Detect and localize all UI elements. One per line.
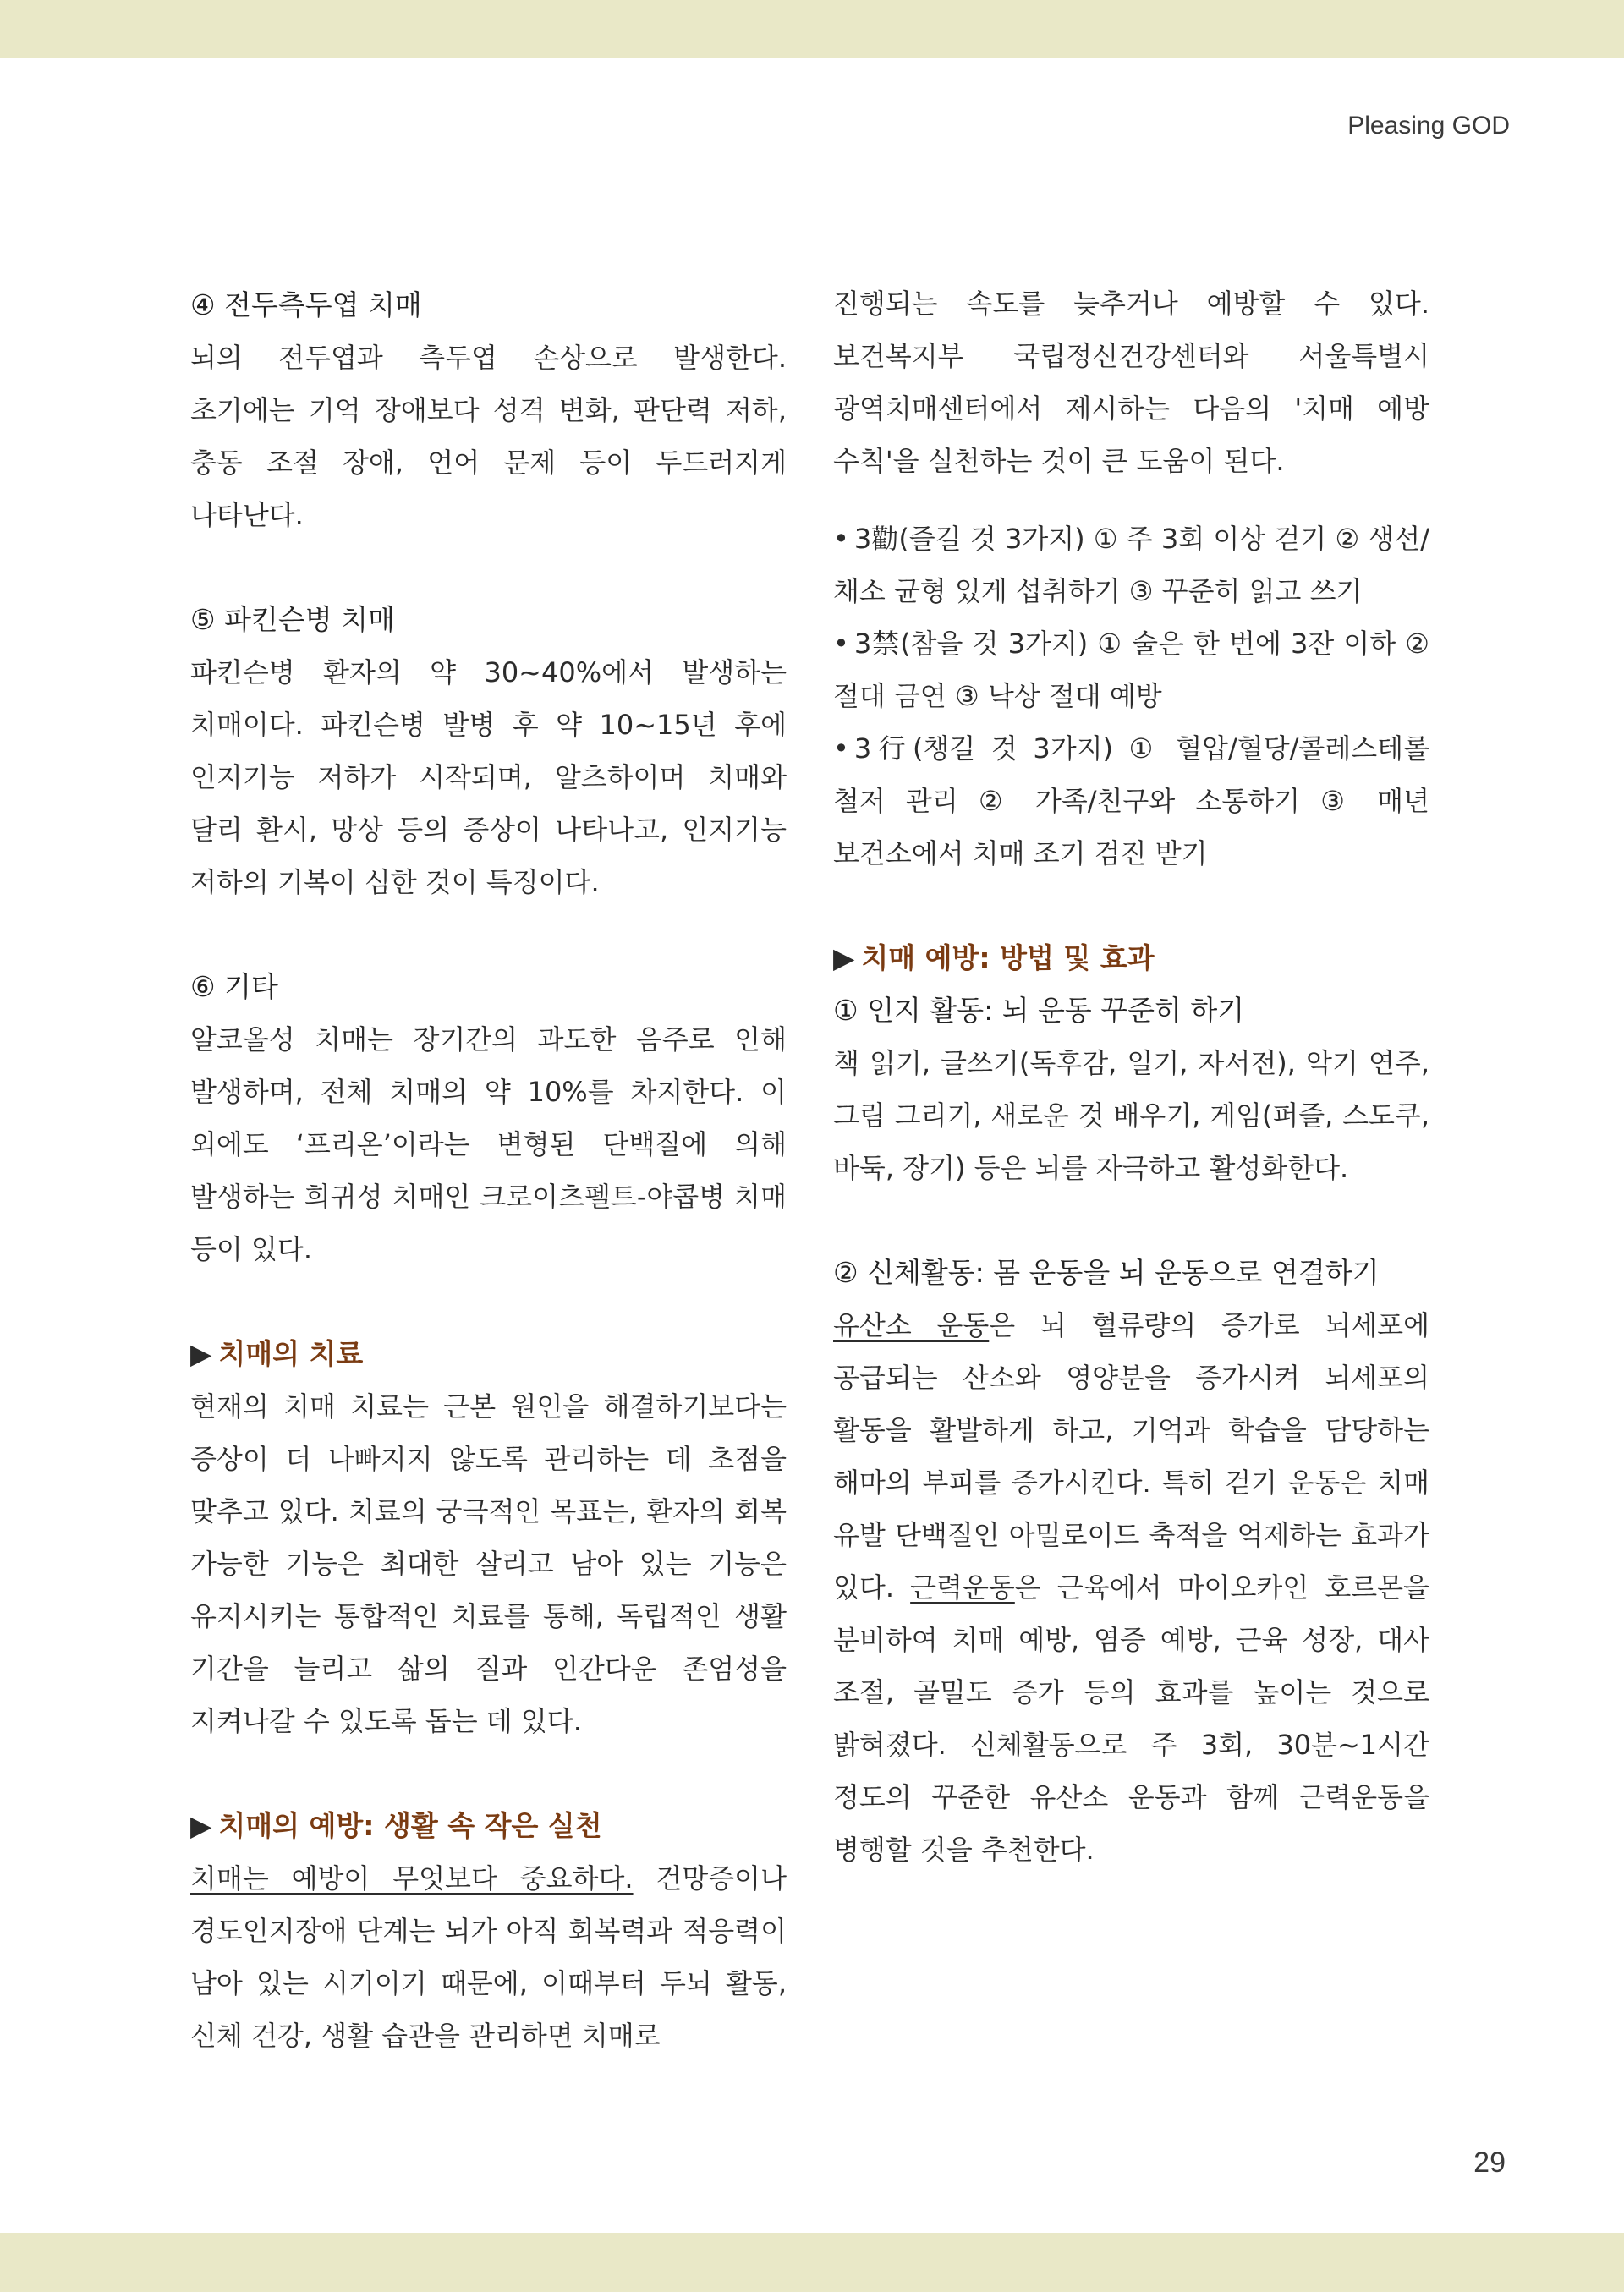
heading-prevention-label: 치매의 예방: 생활 속 작은 실천: [218, 1809, 602, 1842]
bullet-icon: •: [833, 628, 849, 660]
section-title-frontotemporal: ④ 전두측두엽 치매: [190, 288, 422, 321]
list-item: • 3行(챙길 것 3가지) ① 혈압/혈당/콜레스테롤 철저 관리 ② 가족/친구와 소통하기 ③ 매년 보건소에서 치매 조기 검진 받기: [833, 732, 1429, 869]
heading-prevention-methods-label: 치매 예방: 방법 및 효과: [861, 941, 1155, 974]
section-title-parkinson: ⑤ 파킨슨병 치매: [190, 603, 395, 636]
arrow-icon: ▶: [190, 1809, 212, 1842]
arrow-icon: ▶: [190, 1337, 212, 1370]
top-color-band: [0, 0, 1624, 58]
heading-treatment-label: 치매의 치료: [218, 1337, 364, 1370]
paragraph-treatment: 현재의 치매 치료는 근본 원인을 해결하기보다는 증상이 더 나빠지지 않도록 관리하는 데 초점을 맞추고 있다. 치료의 궁극적인 목표는, 환자의 회복 가능한 기능은 최대한 살리고 남아 있는 기능은 유지시키는 통합적인 치료를 통해, 독립적인 생활 기간을 늘리고 삶의 질과 인간다운 존엄성을 지켜나갈 수 있도록 돕는 데 있다.: [190, 1390, 787, 1737]
section-title-other: ⑥ 기타: [190, 970, 278, 1003]
list-item: • 3勸(즐길 것 3가지) ① 주 3회 이상 걷기 ② 생선/채소 균형 있게 섭취하기 ③ 꾸준히 읽고 쓰기: [833, 523, 1429, 607]
paragraph-continuation: 진행되는 속도를 늦추거나 예방할 수 있다. 보건복지부 국립정신건강센터와 서울특별시 광역치매센터에서 제시하는 다음의 '치매 예방 수칙'을 실천하는 것이 큰 도움이 된다.: [833, 288, 1429, 477]
paragraph-frontotemporal: 뇌의 전두엽과 측두엽 손상으로 발생한다. 초기에는 기억 장애보다 성격 변화, 판단력 저하, 충동 조절 장애, 언어 문제 등이 두드러지게 나타난다.: [190, 342, 787, 531]
bullet-icon: •: [833, 732, 849, 765]
running-title: Pleasing GOD: [1347, 112, 1510, 140]
heading-prevention: [190, 1800, 787, 1852]
paragraph-parkinson: 파킨슨병 환자의 약 30~40%에서 발생하는 치매이다. 파킨슨병 발병 후 약 10~15년 후에 인지기능 저하가 시작되며, 알츠하이머 치매와 달리 환시, 망상 등의 증상이 나타나고, 인지기능 저하의 기복이 심한 것이 특징이다.: [190, 656, 787, 898]
heading-treatment: [190, 1328, 787, 1380]
heading-prevention-methods: [833, 932, 1429, 984]
underlined-emphasis: 치매는 예방이 무엇보다 중요하다.: [190, 1862, 634, 1894]
paragraph-physical: 유산소 운동은 뇌 혈류량의 증가로 뇌세포에 공급되는 산소와 영양분을 증가시켜 뇌세포의 활동을 활발하게 하고, 기억과 학습을 담당하는 해마의 부피를 증가시킨다. 특히 걷기 운동은 치매 유발 단백질인 아밀로이드 축적을 억제하는 효과가 있다. 근력운동은 근육에서 마이오카인 호르몬을 분비하여 치매 예방, 염증 예방, 근육 성장, 대사 조절, 골밀도 증가 등의 효과를 높이는 것으로 밝혀졌다. 신체활동으로 주 3회, 30분~1시간 정도의 꾸준한 유산소 운동과 함께 근력운동을 병행할 것을 추천한다.: [833, 1309, 1430, 1866]
left-column: [190, 279, 787, 2062]
right-column: [833, 277, 1429, 1876]
list-item: • 3禁(참을 것 3가지) ① 술은 한 번에 3잔 이하 ② 절대 금연 ③ 낙상 절대 예방: [833, 628, 1429, 712]
method-title-cognitive: ① 인지 활동: 뇌 운동 꾸준히 하기: [833, 994, 1245, 1027]
arrow-icon: ▶: [833, 941, 855, 974]
bottom-color-band: [0, 2233, 1624, 2292]
method-title-physical: ② 신체활동: 몸 운동을 뇌 운동으로 연결하기: [833, 1256, 1380, 1289]
paragraph-prevention-text: 건망증이나 경도인지장애 단계는 뇌가 아직 회복력과 적응력이 남아 있는 시기이기 때문에, 이때부터 두뇌 활동, 신체 건강, 생활 습관을 관리하면 치매로: [190, 1862, 787, 2052]
paragraph-cognitive: 책 읽기, 글쓰기(독후감, 일기, 자서전), 악기 연주, 그림 그리기, 새로운 것 배우기, 게임(퍼즐, 스도쿠, 바둑, 장기) 등은 뇌를 자극하고 활성화한다.: [833, 1047, 1429, 1184]
underlined-term-strength: 근력운동: [910, 1571, 1015, 1604]
page-number: 29: [1473, 2147, 1506, 2179]
paragraph-prevention: [190, 1852, 787, 2062]
paragraph-other: 알코올성 치매는 장기간의 과도한 음주로 인해 발생하며, 전체 치매의 약 10%를 차지한다. 이 외에도 ‘프리온’이라는 변형된 단백질에 의해 발생하는 희귀성 치매인 크로이츠펠트-야콥병 치매 등이 있다.: [190, 1023, 787, 1265]
bullet-icon: •: [833, 523, 849, 555]
underlined-term-aerobic: 유산소 운동: [833, 1309, 990, 1341]
